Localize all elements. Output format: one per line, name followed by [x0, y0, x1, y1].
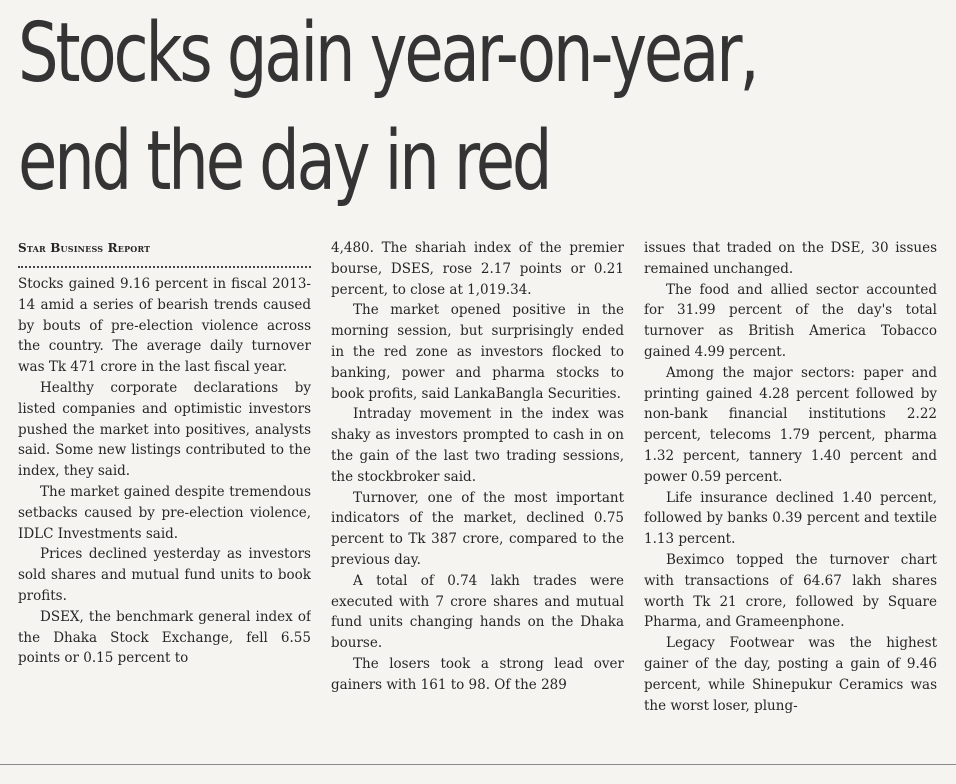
paragraph: The food and allied sector accounted for 31.99 percent of the day's total turnover as British America Tobacco gained 4.99 percent. — [644, 281, 937, 360]
headline — [18, 0, 757, 216]
paragraph: Legacy Footwear was the highest gainer of the day, posting a gain of 9.46 percent, while Shinepukur Ceramics was the worst loser, plung- — [644, 635, 937, 714]
column-2 — [331, 238, 624, 746]
paragraph: issues that traded on the DSE, 30 issues remained unchanged. — [644, 240, 937, 277]
byline: Star Business Report — [18, 241, 151, 255]
paragraph: The market opened positive in the morning session, but surprisingly ended in the red zone as investors flocked to banking, power and pharma stocks to book profits, said LankaBangla Securities. — [331, 302, 624, 402]
bottom-rule — [0, 764, 956, 765]
headline-line-1: Stocks gain year-on-year, — [18, 6, 757, 101]
paragraph: Prices declined yesterday as investors sold shares and mutual fund units to book profits. — [18, 546, 311, 604]
headline-line-2: end the day in red — [18, 114, 550, 209]
paragraph: Turnover, one of the most important indicators of the market, declined 0.75 percent to Tk 387 crore, compared to the previous day. — [331, 489, 624, 568]
paragraph: Healthy corporate declarations by listed companies and optimistic investors pushed the market into positives, analysts said. Some new listings contributed to the index, they said. — [18, 379, 311, 480]
column-1 — [18, 238, 311, 746]
paragraph: A total of 0.74 lakh trades were executed with 7 crore shares and mutual fund units changing hands on the Dhaka bourse. — [331, 572, 624, 652]
paragraph: The losers took a strong lead over gainers with 161 to 98. Of the 289 — [331, 655, 624, 693]
paragraph: The market gained despite tremendous setbacks caused by pre-election violence, IDLC Investments said. — [18, 483, 311, 542]
paragraph: 4,480. The shariah index of the premier bourse, DSES, rose 2.17 points or 0.21 percent, to close at 1,019.34. — [331, 240, 624, 298]
paragraph: Life insurance declined 1.40 percent, followed by banks 0.39 percent and textile 1.13 percent. — [644, 489, 937, 548]
article-body — [18, 238, 938, 746]
paragraph: Stocks gained 9.16 percent in fiscal 2013-14 amid a series of bearish trends caused by bouts of pre-election violence across the country. The average daily turnover was Tk 471 crore in the last fiscal year. — [18, 276, 311, 376]
paragraph: DSEX, the benchmark general index of the Dhaka Stock Exchange, fell 6.55 points or 0.15 percent to — [18, 608, 311, 667]
paragraph: Intraday movement in the index was shaky as investors prompted to cash in on the gain of the last two trading sessions, the stockbroker said. — [331, 406, 624, 485]
dotted-divider — [18, 264, 311, 268]
column-3 — [644, 238, 937, 746]
paragraph: Among the major sectors: paper and printing gained 4.28 percent followed by non-bank financial institutions 2.22 percent, telecoms 1.79 percent, pharma 1.32 percent, tannery 1.40 percent and power 0.59 percent. — [644, 364, 937, 485]
paragraph: Beximco topped the turnover chart with transactions of 64.67 lakh shares worth Tk 21 crore, followed by Square Pharma, and Grameenphone. — [644, 551, 937, 631]
